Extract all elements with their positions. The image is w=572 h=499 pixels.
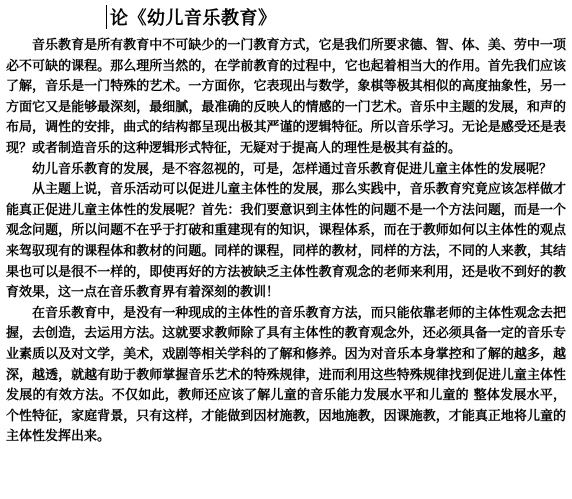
paragraph: 幼儿音乐教育的发展，是不容忽视的，可是，怎样通过音乐教育促进儿童主体性的发展呢？ bbox=[32, 161, 553, 177]
text-cursor bbox=[106, 5, 107, 29]
paragraph: 从主题上说，音乐活动可以促进儿童主体性的发展，那么实践中，音乐教育究竟应该怎样做才能真正促进儿童主体性的发展呢？首先：我们要意识到主体性的问题不是一个方法问题，而是一个观念问题，所以问题不在乎于打破和重建现有的知识，课程体系，而在于教师如何以主体性的观点来驾驭现有的课程体和教材的问题。同样的课程，同样的教材，同样的方法，不同的人来教，其结果也可以是很不一样的，即使再好的方法被缺乏主体性教育观念的老师来利用，还是收不到好的教育效果，这一点在音乐教育界有着深刻的教训！ bbox=[6, 182, 566, 301]
paragraph: 音乐教育是所有教育中不可缺少的一门教育方式，它是我们所要求德、智、体、美、劳中一项必不可缺的课程。那么理所当然的，在学前教育的过程中，它也起着相当大的作用。首先我们应该了解，音乐是一门特殊的艺术。一方面你，它表现出与数学，象棋等极其相似的高度抽象性，另一方面它又是能够最深刻，最细腻，最准确的反映人的情感的一门艺术。音乐中主题的发展，和声的布局，调性的安排，曲式的结构都呈现出极其严谨的逻辑特征。所以音乐学习。无论是感受还是表现？或者制造音乐的这种逻辑形式特征，无疑对于提高人的理性是极其有益的。 bbox=[6, 38, 566, 156]
document-title: 论《幼儿音乐教育》 bbox=[110, 8, 277, 29]
document-body bbox=[6, 36, 566, 448]
title-row bbox=[106, 4, 277, 30]
paragraph: 在音乐教育中，是没有一种现成的主体性的音乐教育方法，而只能依靠老师的主体性观念去把握，去创造，去运用方法。这就要求教师除了具有主体性的教育观念外，还必须具备一定的音乐专业素质以及对文学，美术，戏剧等相关学科的了解和修养。因为对音乐本身掌控和了解的越多，越深，越透，就越有助于教师掌握音乐艺术的特殊规律，进而利用这些特殊规律找到促进儿童主体性发展的有效方法。不仅如此，教师还应该了解儿童的音乐能力发展水平和儿童的 整体发展水平，个性特征，家庭背景，只有这样，才能做到因材施教，因地施教，因课施教，才能真正地将儿童的主体性发挥出来。 bbox=[6, 305, 566, 445]
